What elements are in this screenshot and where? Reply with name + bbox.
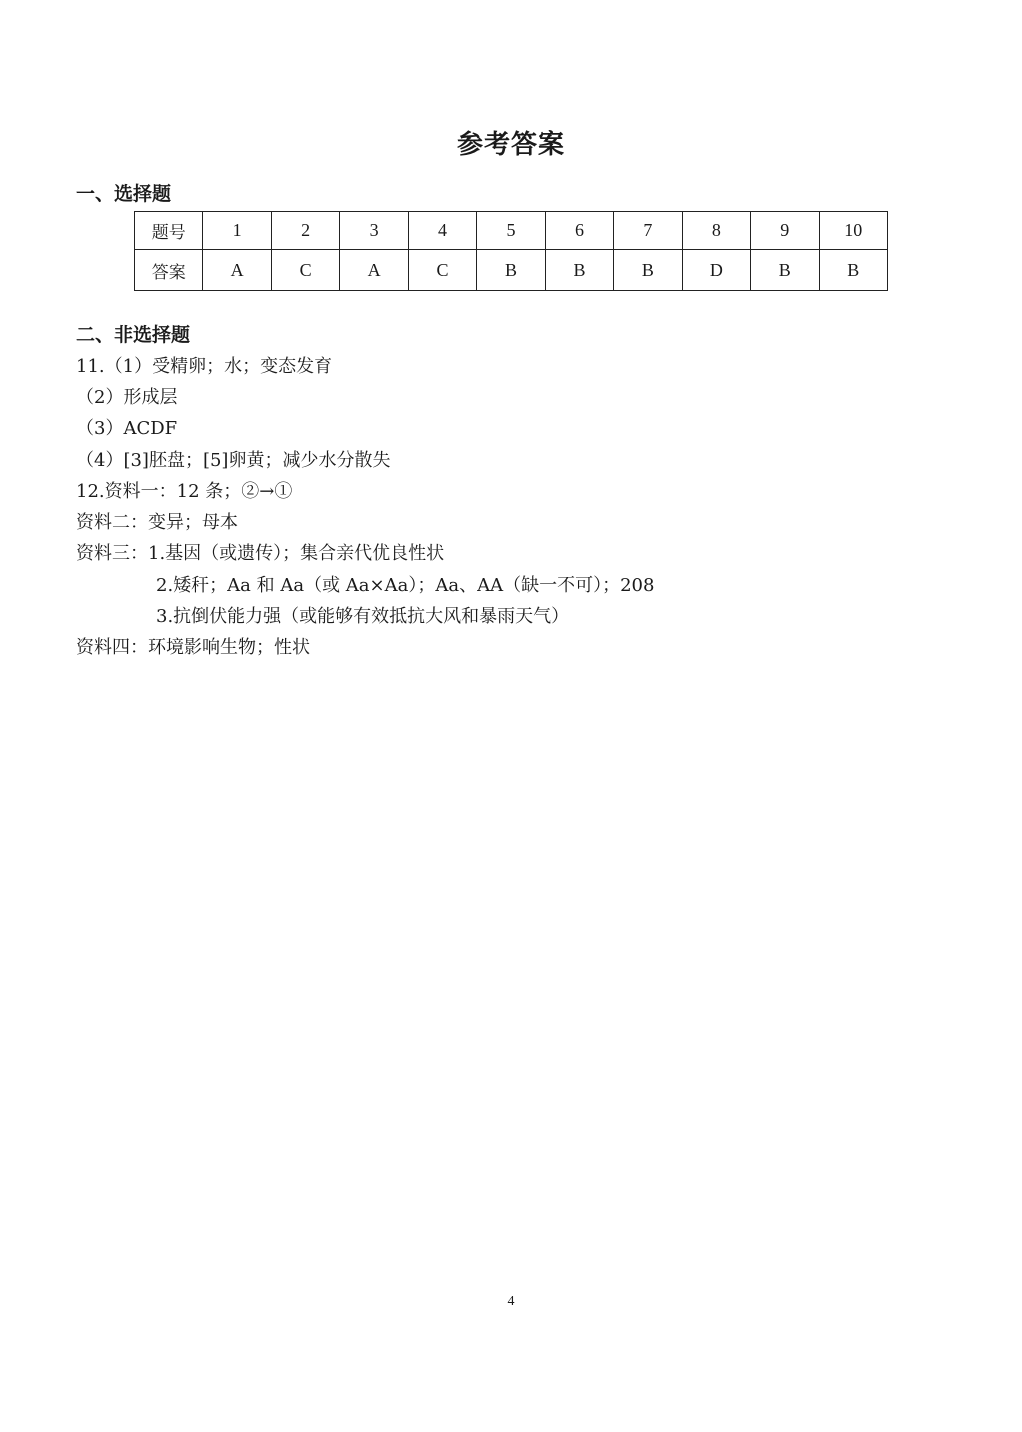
answer-table <box>134 211 888 291</box>
answer-cell: A <box>340 250 408 291</box>
question-number-cell: 1 <box>203 212 271 250</box>
question-number-cell: 10 <box>819 212 887 250</box>
answer-cell: B <box>751 250 819 291</box>
question-number-cell: 7 <box>614 212 682 250</box>
question-number-cell: 6 <box>545 212 613 250</box>
answer-cell: B <box>614 250 682 291</box>
answer-line: 12.资料一：12 条；②→① <box>76 481 293 502</box>
answer-line: （3）ACDF <box>76 418 178 439</box>
answer-cell: B <box>819 250 887 291</box>
answer-cell: B <box>477 250 545 291</box>
answer-line: 3.抗倒伏能力强（或能够有效抵抗大风和暴雨天气） <box>156 606 570 627</box>
table-row-question-numbers <box>135 212 888 250</box>
answer-cell: A <box>203 250 271 291</box>
question-number-cell: 4 <box>408 212 476 250</box>
question-number-cell: 2 <box>271 212 339 250</box>
table-row-label: 题号 <box>135 212 203 250</box>
answer-line: 资料三：1.基因（或遗传）；集合亲代优良性状 <box>76 543 445 564</box>
section-heading-multiple-choice: 一、选择题 <box>76 183 172 205</box>
answer-line: （2）形成层 <box>76 387 178 408</box>
answer-line: （4）[3]胚盘；[5]卵黄；减少水分散失 <box>76 450 391 471</box>
answer-line: 资料四：环境影响生物；性状 <box>76 637 310 658</box>
table-row-answers <box>135 250 888 291</box>
question-number-cell: 5 <box>477 212 545 250</box>
page-title: 参考答案 <box>456 130 565 160</box>
question-number-cell: 9 <box>751 212 819 250</box>
answer-line: 11.（1）受精卵；水；变态发育 <box>76 356 333 377</box>
section-heading-free-response: 二、非选择题 <box>76 324 191 346</box>
answer-cell: B <box>545 250 613 291</box>
question-number-cell: 8 <box>682 212 750 250</box>
page-number: 4 <box>507 1294 515 1309</box>
answer-cell: C <box>271 250 339 291</box>
answer-line: 资料二：变异；母本 <box>76 512 238 533</box>
answer-cell: C <box>408 250 476 291</box>
question-number-cell: 3 <box>340 212 408 250</box>
answer-cell: D <box>682 250 750 291</box>
answer-line: 2.矮秆；Aa 和 Aa（或 Aa×Aa）；Aa、AA（缺一不可）；208 <box>156 575 655 596</box>
table-row-label: 答案 <box>135 250 203 291</box>
